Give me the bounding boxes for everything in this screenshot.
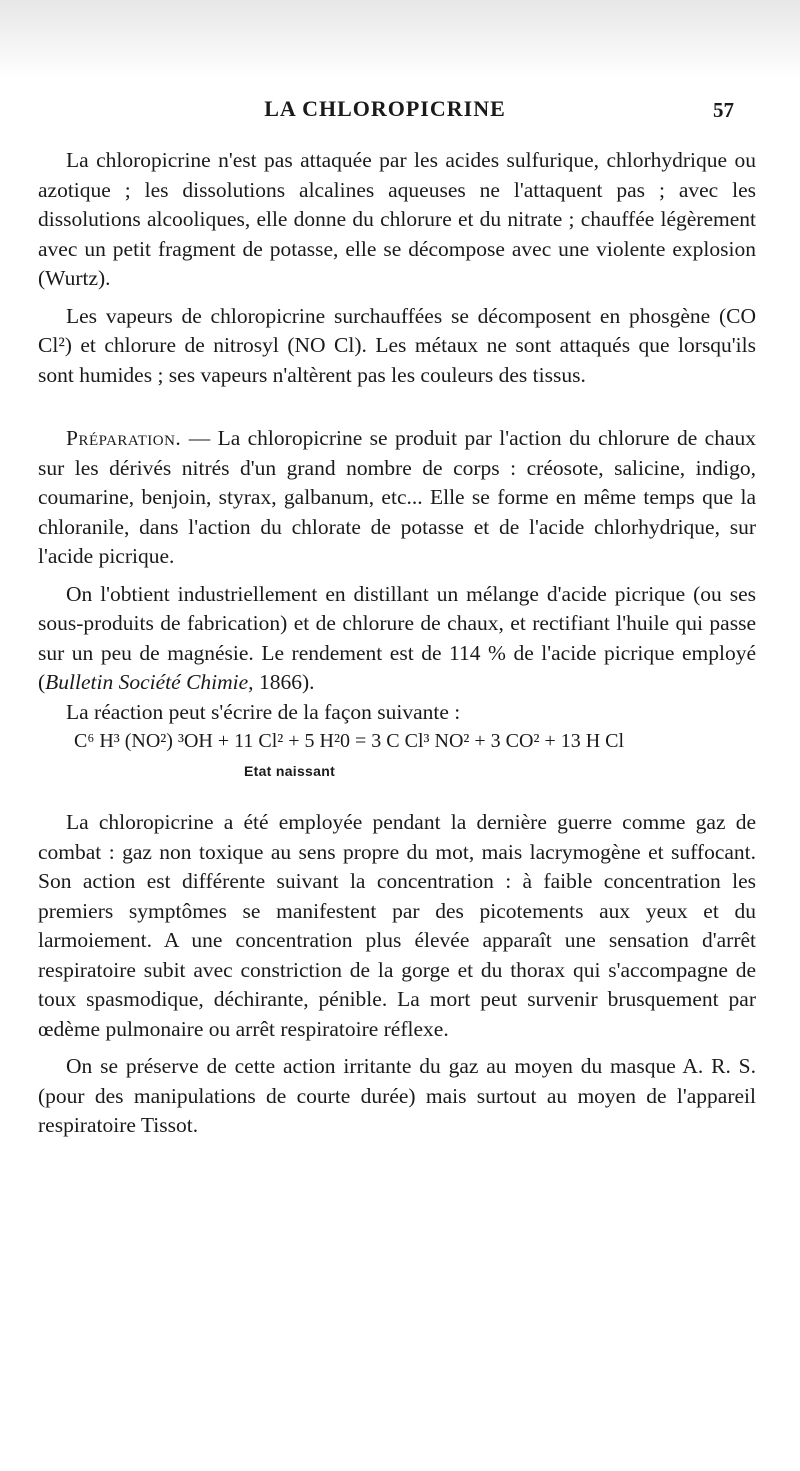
paragraph-protection: On se préserve de cette action irritante du gaz au moyen du masque A. R. S. (pour des manipulations de courte durée) mais surtout au moyen de l'appareil respiratoire Tissot. bbox=[38, 1054, 756, 1137]
citation-year: 1866). bbox=[253, 670, 315, 694]
page-body bbox=[38, 146, 756, 1141]
section-heading: Préparation. bbox=[66, 426, 182, 450]
paragraph-properties: La chloropicrine n'est pas attaquée par les acides sulfurique, chlorhydrique ou azotique ; les dissolutions alcalines aqueuses ne l'attaquent pas ; avec les dissolutions alcooliques, elle donne du chlorure et du nitrate ; chauffée légèrement avec un petit fragment de potasse, elle se décompose avec une violente explosion (Wurtz). bbox=[38, 148, 756, 290]
paragraph-reaction-intro: La réaction peut s'écrire de la façon suivante : bbox=[66, 699, 461, 724]
formula-annotation: Etat naissant bbox=[244, 762, 336, 779]
scan-shadow bbox=[0, 0, 800, 80]
paragraph-industrial bbox=[38, 580, 756, 698]
paragraph-industrial-text: On l'obtient industriellement en distillant un mélange d'acide picrique (ou ses sous-produits de fabrication) et de chlorure de chaux, et rectifiant l'huile qui passe sur un peu de magnésie. Le rendement est de 114 % de l'acide picrique employé ( bbox=[38, 581, 756, 694]
page-number: 57 bbox=[713, 98, 734, 122]
paragraph-preparation bbox=[38, 424, 756, 572]
chemical-formula: C⁶ H³ (NO²) ³OH + 11 Cl² + 5 H²0 = 3 C Cl³ NO² + 3 CO² + 13 H Cl bbox=[74, 730, 625, 752]
paragraph-decomposition: Les vapeurs de chloropicrine surchauffées se décomposent en phosgène (CO Cl²) et chlorure de nitrosyl (NO Cl). Les métaux ne sont attaqués que lorsqu'ils sont humides ; ses vapeurs n'altèrent pas les couleurs des tissus. bbox=[38, 303, 756, 387]
paragraph-war-use: La chloropicrine a été employée pendant la dernière guerre comme gaz de combat : gaz non toxique au sens propre du mot, mais lacrymogène et suffocant. Son action est différente suivant la concentration : à faible concentration les premiers symptômes se manifestent par des picotements aux yeux et du larmoiement. A une concentration plus élevée apparaît une sensation d'arrêt respiratoire subit avec constriction de la gorge et du thorax qui s'accompagne de toux spasmodique, déchirante, pénible. La mort peut survenir brusquement par œdème pulmonaire ou arrêt respiratoire réflexe. bbox=[38, 810, 756, 1041]
running-header bbox=[0, 96, 800, 130]
page-title: LA CHLOROPICRINE bbox=[264, 96, 506, 121]
citation: Bulletin Société Chimie, bbox=[45, 670, 254, 694]
paragraph-preparation-text: — La chloropicrine se produit par l'action du chlorure de chaux sur les dérivés nitrés d'un grand nombre de corps : créosote, salicine, indigo, coumarine, benjoin, styrax, galbanum, etc... Elle se forme en même temps que la chloranile, dans l'action du chlorate de potasse et de l'acide chlorhydrique, sur l'acide picrique. bbox=[38, 426, 756, 568]
